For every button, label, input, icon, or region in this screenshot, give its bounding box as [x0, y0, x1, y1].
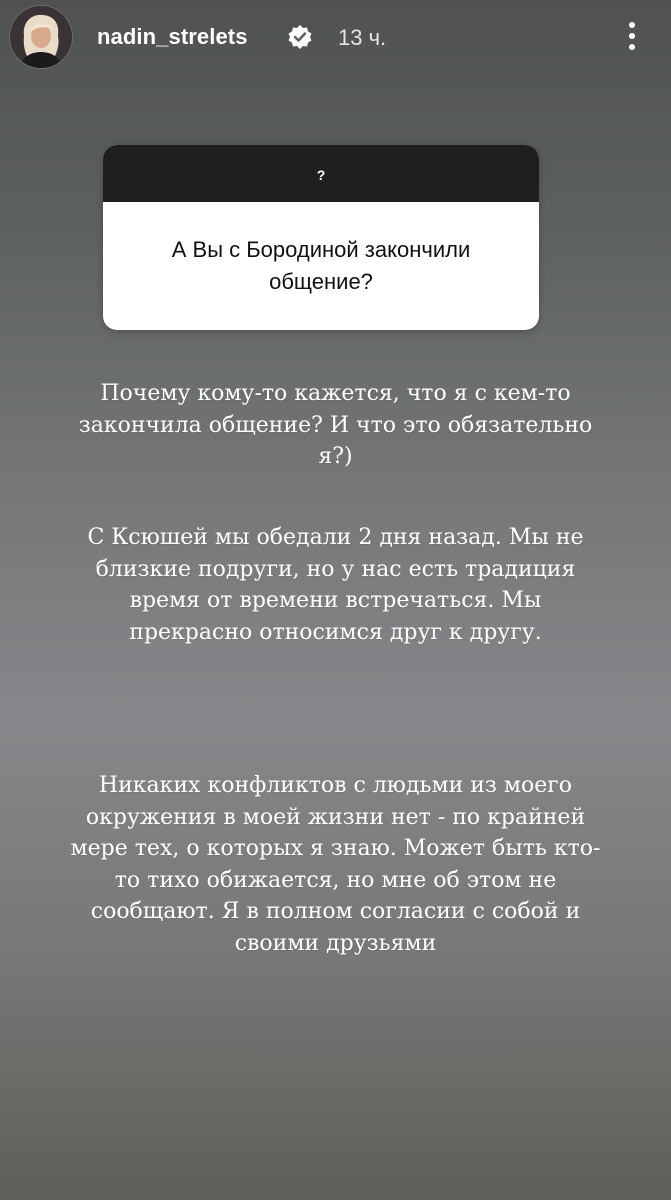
username[interactable]: nadin_strelets [97, 24, 248, 49]
question-sticker[interactable] [103, 145, 539, 330]
question-text: А Вы с Бородиной закончили общение? [171, 237, 471, 294]
more-vertical-icon[interactable] [620, 16, 644, 56]
post-time: 13 ч. [338, 25, 387, 50]
avatar[interactable] [10, 6, 72, 68]
verified-badge-icon [287, 24, 313, 50]
question-mark: ? [316, 167, 326, 183]
story-paragraph-1: Почему кому-то кажется, что я с кем-то закончила общение? И что это обязательно я?) [78, 381, 593, 469]
story-paragraph-2: С Ксюшей мы обедали 2 дня назад. Мы не близкие подруги, но у нас есть традиция время от времени встречаться. Мы прекрасно относимся друг к другу. [87, 525, 584, 645]
story-header [0, 0, 671, 80]
story-paragraph-3: Никаких конфликтов с людьми из моего окружения в моей жизни нет - по крайней мере тех, о которых я знаю. Может быть кто-то тихо обижается, но мне об этом не сообщают. Я в полном согласии с собой и своими друзьями [70, 773, 601, 956]
question-sticker-header [103, 145, 539, 202]
avatar-image [10, 6, 72, 68]
